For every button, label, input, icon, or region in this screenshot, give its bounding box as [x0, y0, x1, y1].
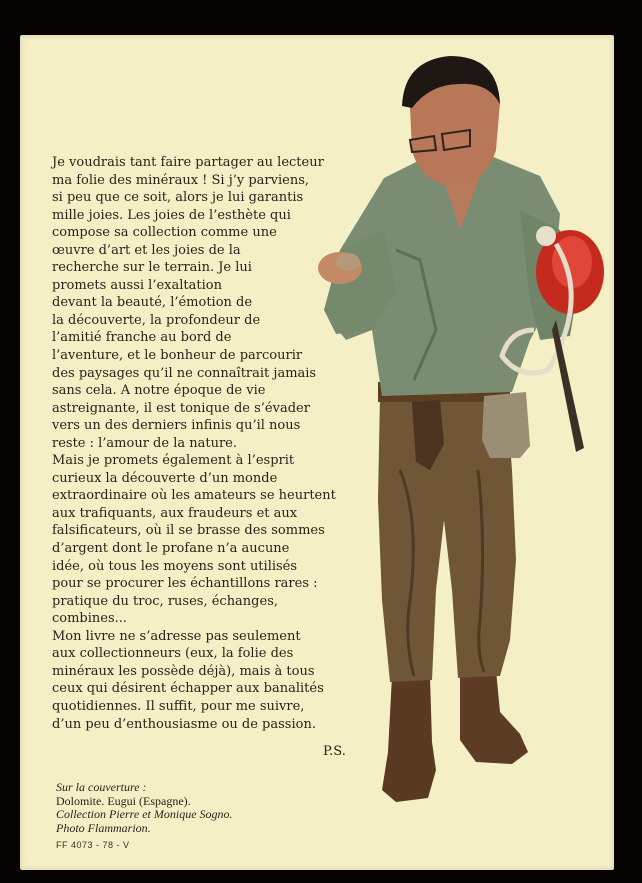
blurb-line: l’aventure, et le bonheur de parcourir — [52, 348, 303, 364]
blurb-line: d’argent dont le profane n’a aucune — [52, 541, 290, 557]
blurb-line: combines... — [52, 611, 128, 627]
blurb-line: vers un des derniers infinis qu’il nous — [52, 418, 301, 434]
blurb-line: falsificateurs, où il se brasse des sommes — [52, 523, 325, 539]
blurb-line: des paysages qu’il ne connaîtrait jamais — [52, 365, 317, 381]
blurb-line: reste : l’amour de la nature. — [52, 435, 238, 451]
blurb-line: pratique du troc, ruses, échanges, — [52, 593, 279, 609]
blurb-line: idée, où tous les moyens sont utilisés — [52, 558, 298, 574]
blurb-line: aux collectionneurs (eux, la folie des — [52, 646, 294, 662]
credits-collection: Collection Pierre et Monique Sogno. — [56, 807, 233, 821]
cover-credits — [56, 781, 233, 835]
blurb-line: Mais je promets également à l’esprit — [52, 453, 295, 469]
blurb-line: astreignante, il est tonique de s’évader — [52, 400, 310, 416]
blurb-line: extraordinaire où les amateurs se heurtent — [52, 488, 336, 504]
blurb-line: curieux la découverte d’un monde — [52, 470, 278, 486]
credits-mineral: Dolomite. Eugui (Espagne). — [56, 793, 191, 808]
blurb-line: minéraux les possède déjà), mais à tous — [52, 663, 315, 679]
blurb-line: Mon livre ne s’adresse pas seulement — [52, 628, 301, 644]
blurb-line: compose sa collection comme une — [52, 225, 277, 241]
blurb-line: ma folie des minéraux ! Si j’y parviens, — [52, 172, 310, 188]
credits-photo: Photo Flammarion. — [56, 820, 151, 835]
blurb-line: Je voudrais tant faire partager au lecteur — [52, 155, 324, 170]
blurb-text — [52, 154, 336, 733]
blurb-line: sans cela. A notre époque de vie — [52, 383, 266, 399]
blurb-line: pour se procurer les échantillons rares : — [52, 576, 318, 592]
blurb-line: devant la beauté, l’émotion de — [52, 295, 253, 311]
blurb-line: si peu que ce soit, alors je lui garantis — [52, 190, 304, 206]
catalog-code: FF 4073 - 78 - V — [56, 840, 130, 850]
blurb-line: promets aussi l’exaltation — [52, 277, 222, 293]
blurb-line: la découverte, la profondeur de — [52, 312, 261, 328]
blurb-line: aux trafiquants, aux fraudeurs et aux — [52, 505, 298, 521]
blurb-line: recherche sur le terrain. Je lui — [52, 260, 252, 276]
blurb-line: œuvre d’art et les joies de la — [52, 242, 241, 258]
blurb-line: mille joies. Les joies de l’esthète qui — [52, 207, 291, 223]
blurb-line: ceux qui désirent échapper aux banalités — [52, 681, 324, 697]
author-signature: P.S. — [323, 744, 346, 759]
blurb-line: d’un peu d’enthousiasme ou de passion. — [52, 716, 316, 732]
blurb-line: quotidiennes. Il suffit, pour me suivre, — [52, 698, 305, 714]
blurb-line: l’amitié franche au bord de — [52, 330, 232, 346]
credits-label: Sur la couverture : — [56, 780, 147, 794]
